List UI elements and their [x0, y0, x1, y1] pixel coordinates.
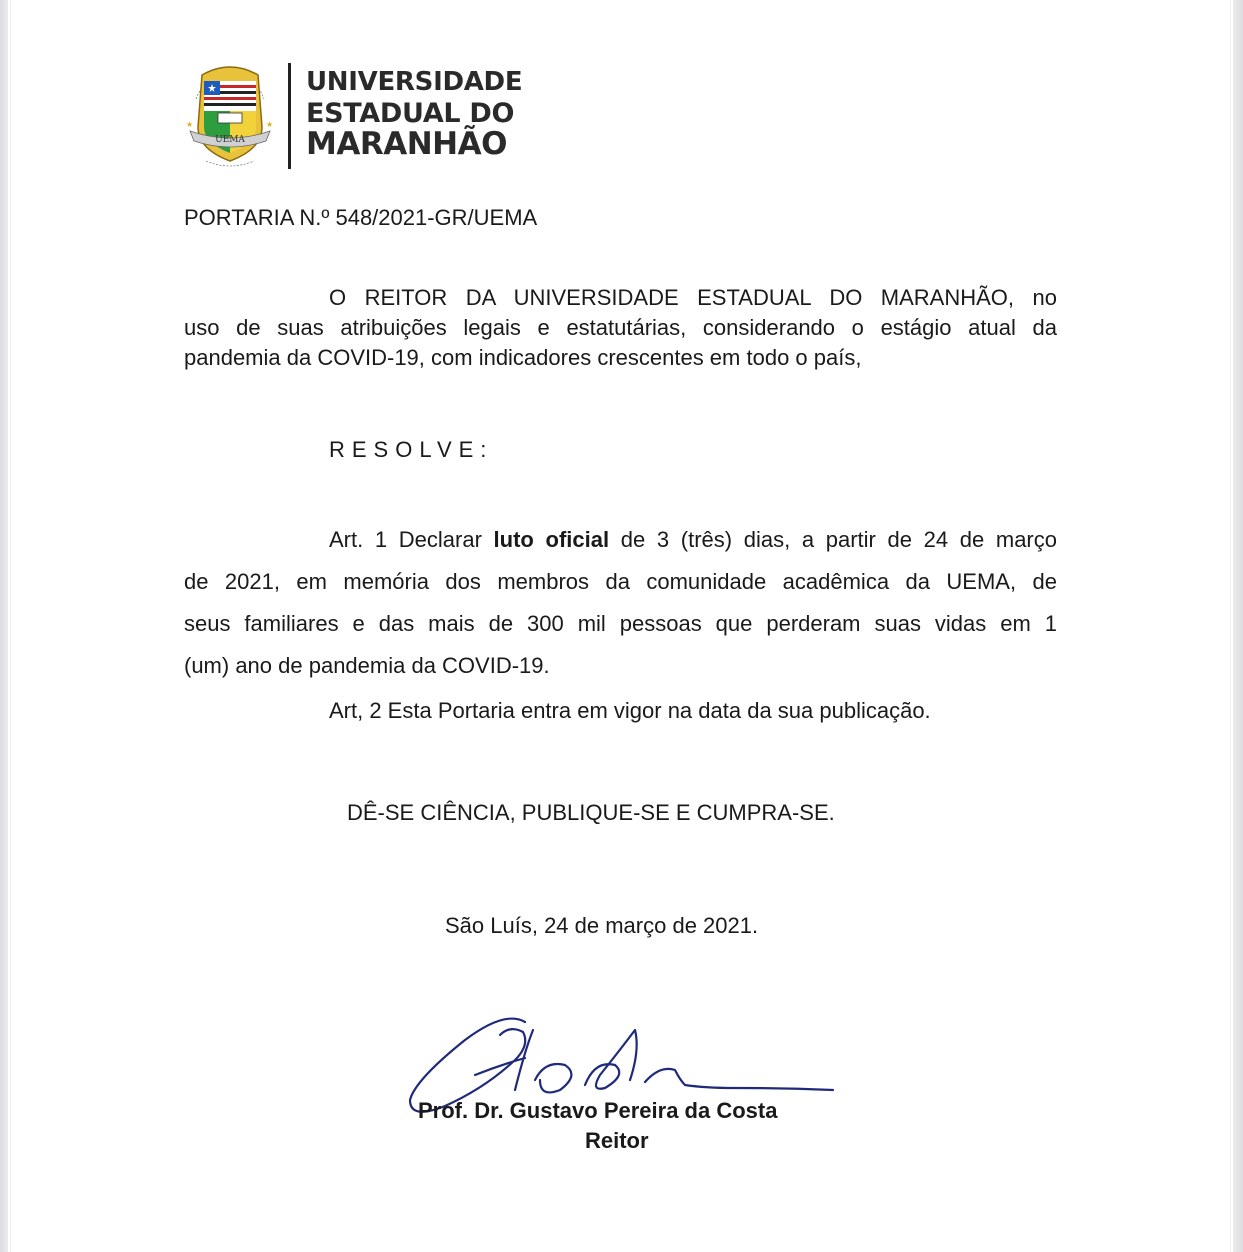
university-seal-icon	[182, 57, 278, 172]
preamble	[184, 285, 1057, 375]
page-edge-right-line	[1230, 0, 1231, 1252]
page-edge-right	[1233, 0, 1243, 1252]
article-1-line: seus familiares e das mais de 300 mil pessoas que perderam suas vidas em 1	[184, 611, 1057, 636]
university-name	[306, 67, 522, 160]
article-1-line: de 2021, em memória dos membros da comunidade acadêmica da UEMA, de	[184, 569, 1057, 594]
place-and-date: São Luís, 24 de março de 2021.	[445, 913, 759, 938]
logo-line-1: UNIVERSIDADE	[306, 67, 523, 97]
svg-text:★: ★	[266, 120, 274, 129]
logo-line-3: MARANHÃO	[306, 126, 507, 162]
logo-line-2: ESTADUAL DO	[306, 98, 515, 129]
article-1-bold: luto oficial	[493, 527, 610, 552]
university-logo	[182, 57, 523, 172]
closing-formula: DÊ-SE CIÊNCIA, PUBLIQUE-SE E CUMPRA-SE.	[347, 800, 835, 825]
resolve-heading: RESOLVE:	[329, 437, 494, 462]
article-2: Art, 2 Esta Portaria entra em vigor na data da sua publicação.	[329, 698, 931, 723]
page-edge-left-line	[10, 0, 11, 1252]
article-1	[184, 527, 1057, 695]
article-1-suffix: de 3 (três) dias, a partir de 24 de março	[609, 527, 1057, 552]
signer-name: Prof. Dr. Gustavo Pereira da Costa	[418, 1098, 778, 1123]
preamble-line: pandemia da COVID-19, com indicadores crescentes em todo o país,	[184, 345, 862, 370]
preamble-line: O REITOR DA UNIVERSIDADE ESTADUAL DO MARANHÃO, no	[329, 285, 1057, 310]
article-1-line: (um) ano de pandemia da COVID-19.	[184, 653, 550, 678]
signer-title: Reitor	[585, 1128, 649, 1153]
svg-text:UEMA: UEMA	[215, 135, 245, 145]
article-1-line	[184, 527, 1057, 569]
page-edge-left	[0, 0, 8, 1252]
document-title: PORTARIA N.º 548/2021-GR/UEMA	[184, 205, 538, 230]
preamble-line: uso de suas atribuições legais e estatutárias, considerando o estágio atual da	[184, 315, 1057, 340]
article-1-prefix: Art. 1 Declarar	[329, 527, 494, 552]
svg-text:★: ★	[186, 120, 194, 129]
logo-divider	[288, 63, 291, 169]
